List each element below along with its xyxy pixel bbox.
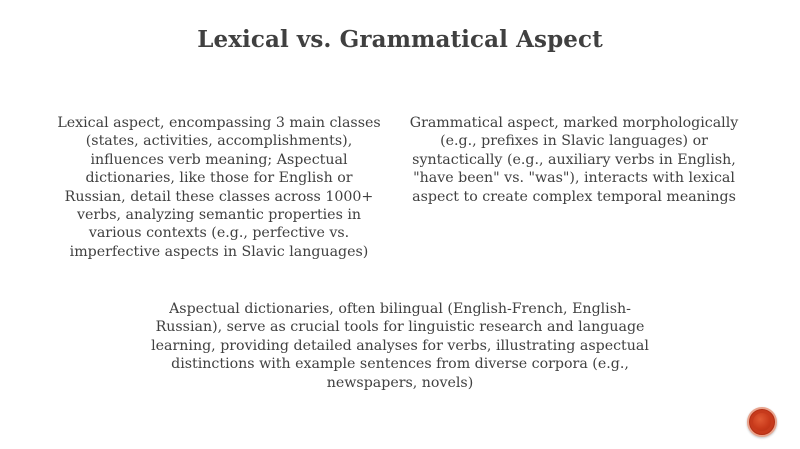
button-inner-circle — [753, 413, 771, 431]
lexical-aspect-text: Lexical aspect, encompassing 3 main classes (states, activities, accomplishments), influences verb meaning; Aspectual dictionaries, like those for English or Russian, detail these classes across 1000+ verbs, analyzing semantic properties in various contexts (e.g., perfective vs. imperfective aspects in Slavic languages) — [57, 115, 381, 260]
grammatical-aspect-text: Grammatical aspect, marked morphologically (e.g., prefixes in Slavic languages) or syntactically (e.g., auxiliary verbs in English, "have been" vs. "was"), interacts with lexical aspect to create complex temporal meanings — [409, 115, 739, 205]
aspectual-dictionaries-text: Aspectual dictionaries, often bilingual (English-French, English-Russian), serve as crucial tools for linguistic research and language learning, providing detailed analyses for verbs, illustrating aspectual distinctions with example sentences from diverse corpora (e.g., newspapers, novels) — [151, 301, 649, 391]
red-circle-button-icon[interactable] — [747, 407, 777, 437]
slide-title: Lexical vs. Grammatical Aspect — [197, 26, 603, 53]
